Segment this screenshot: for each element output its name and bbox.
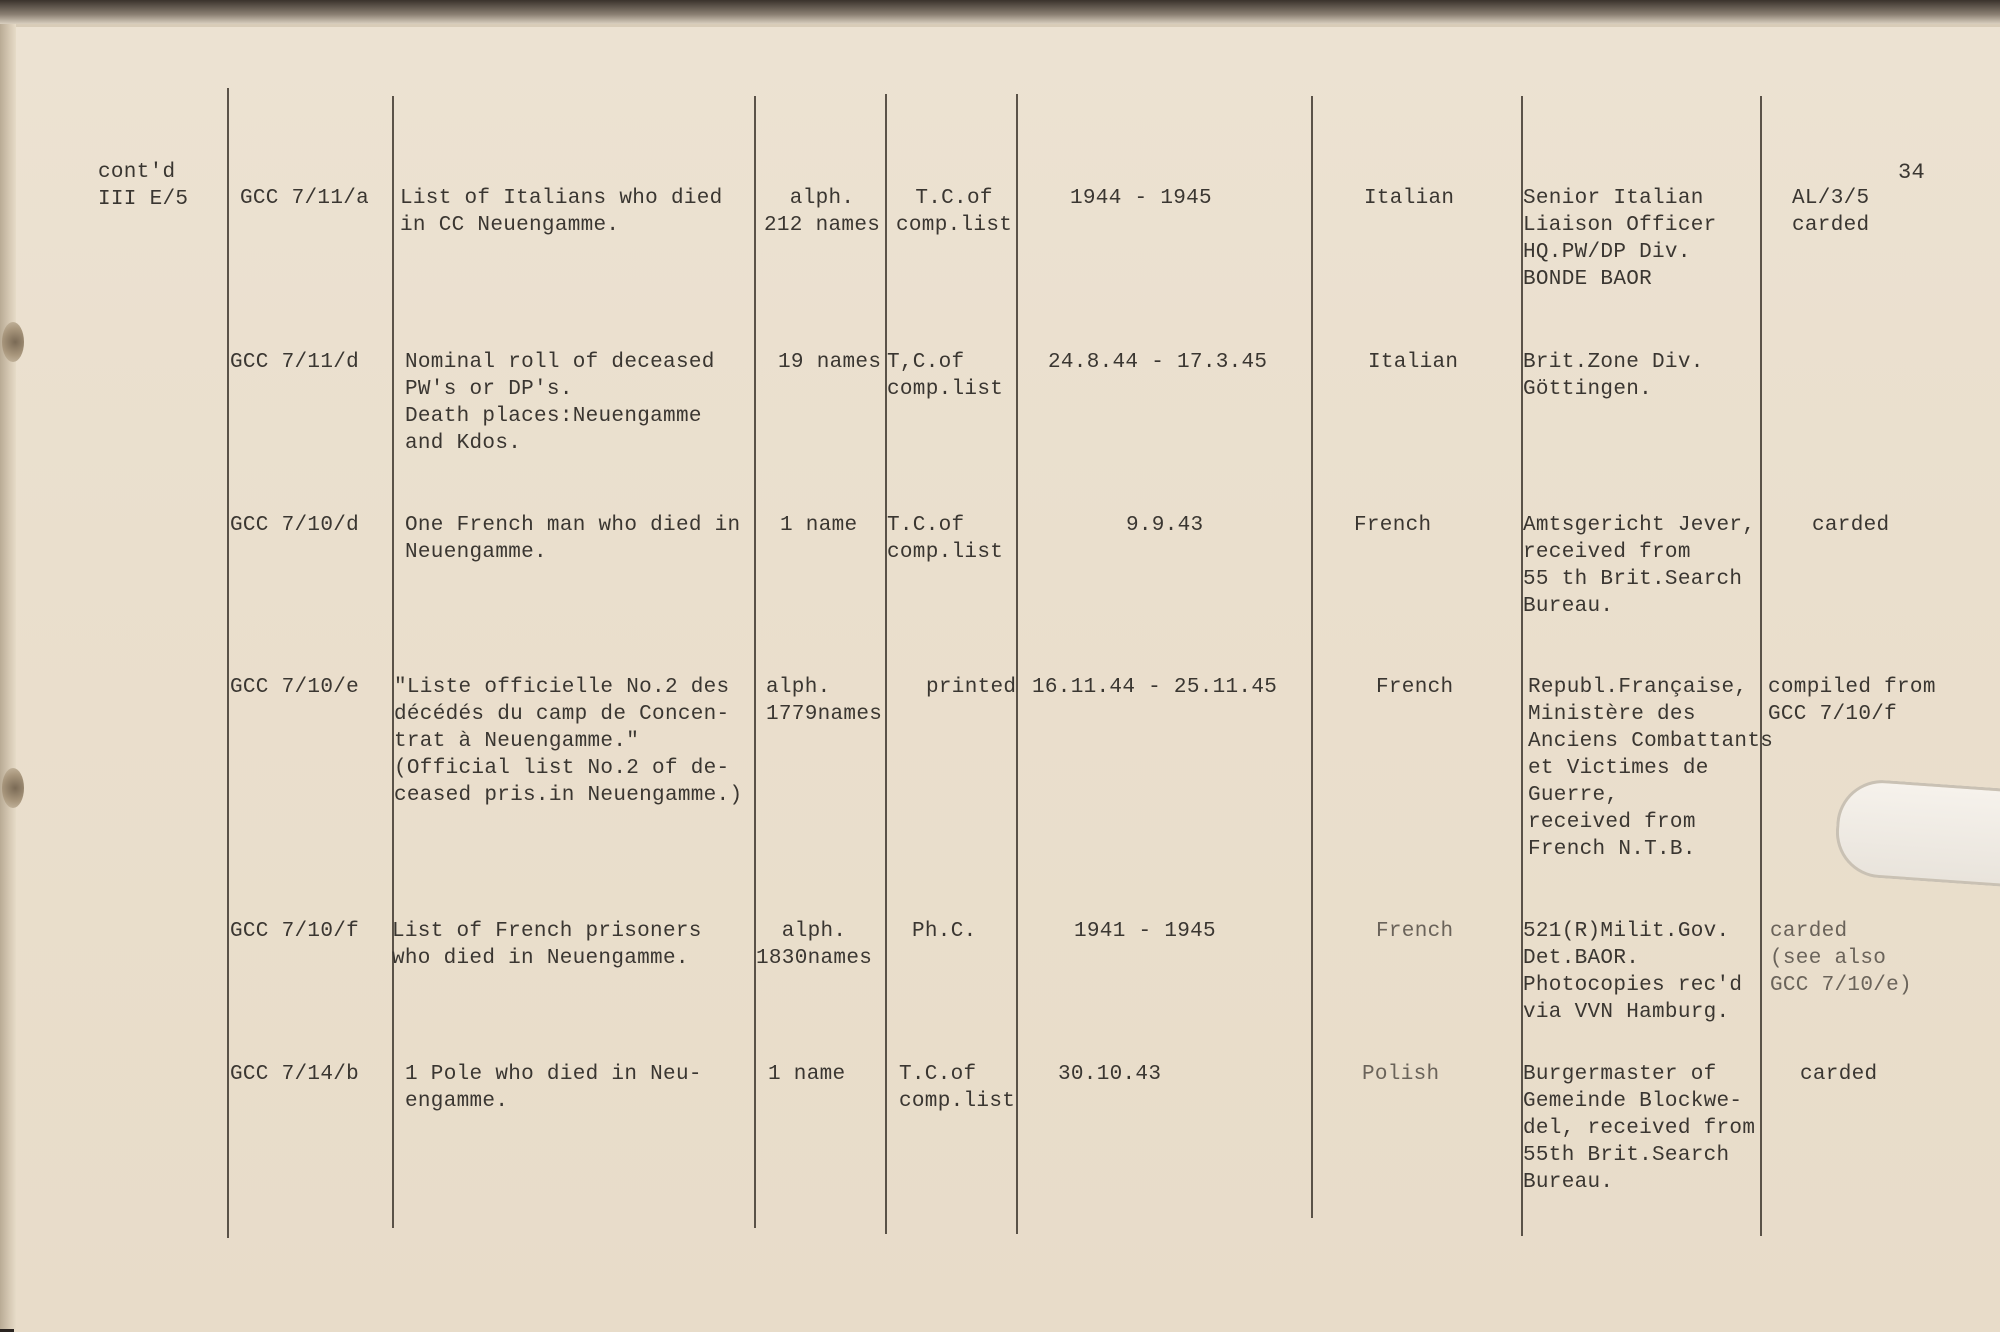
source: Brit.Zone Div. Göttingen. bbox=[1523, 351, 1704, 401]
nationality: Polish bbox=[1362, 1063, 1440, 1086]
section-label: III E/5 bbox=[98, 188, 189, 211]
source: Burgermaster of Gemeinde Blockwe- del, received from 55th Brit.Search Bureau. bbox=[1523, 1063, 1756, 1194]
list-type: T.C.of comp.list bbox=[896, 187, 1013, 237]
column-rule bbox=[885, 94, 887, 1234]
names-count: 19 names bbox=[778, 351, 882, 374]
source: Amtsgericht Jever, received from 55 th Brit.Search Bureau. bbox=[1523, 514, 1756, 618]
names-count: alph. 212 names bbox=[764, 187, 881, 237]
description: List of French prisoners who died in Neuengamme. bbox=[392, 920, 702, 970]
ref-number: GCC 7/10/f bbox=[230, 920, 360, 943]
list-type: T,C.of comp.list bbox=[887, 351, 1004, 401]
remarks: compiled from GCC 7/10/f bbox=[1768, 676, 1936, 726]
binder-hole-top bbox=[2, 322, 24, 362]
nationality: Italian bbox=[1368, 351, 1459, 374]
remarks: AL/3/5 carded bbox=[1792, 187, 1870, 237]
ref-number: GCC 7/11/a bbox=[240, 187, 370, 210]
description: One French man who died in Neuengamme. bbox=[405, 514, 741, 564]
date-range: 24.8.44 - 17.3.45 bbox=[1048, 351, 1268, 374]
nationality: French bbox=[1376, 920, 1454, 943]
page-number: 34 bbox=[1898, 160, 1926, 185]
page-binding bbox=[0, 24, 16, 1329]
date-range: 16.11.44 - 25.11.45 bbox=[1032, 676, 1278, 699]
contd-label: cont'd bbox=[98, 161, 176, 184]
book-top-edge bbox=[0, 0, 2000, 24]
column-rule bbox=[1016, 94, 1018, 1234]
column-rule bbox=[392, 96, 394, 1228]
description: 1 Pole who died in Neu- engamme. bbox=[405, 1063, 702, 1113]
ref-number: GCC 7/14/b bbox=[230, 1063, 360, 1086]
nationality: French bbox=[1376, 676, 1454, 699]
nationality: Italian bbox=[1364, 187, 1455, 210]
list-type: T.C.of comp.list bbox=[887, 514, 1004, 564]
nationality: French bbox=[1354, 514, 1432, 537]
description: Nominal roll of deceased PW's or DP's. Death places:Neuengamme and Kdos. bbox=[405, 351, 715, 455]
names-count: 1 name bbox=[768, 1063, 846, 1086]
names-count: alph. 1779names bbox=[766, 676, 883, 726]
source: Republ.Française, Ministère des Anciens Combattants et Victimes de Guerre, received from French N.T.B. bbox=[1528, 676, 1774, 861]
ref-number: GCC 7/11/d bbox=[230, 351, 360, 374]
date-range: 1944 - 1945 bbox=[1070, 187, 1212, 210]
date-range: 30.10.43 bbox=[1058, 1063, 1162, 1086]
list-type: Ph.C. bbox=[912, 920, 977, 943]
source: 521(R)Milit.Gov. Det.BAOR. Photocopies rec'd via VVN Hamburg. bbox=[1523, 920, 1743, 1024]
column-rule bbox=[1311, 96, 1313, 1218]
names-count: 1 name bbox=[780, 514, 858, 537]
column-rule bbox=[1760, 96, 1762, 1236]
names-count: alph. 1830names bbox=[756, 920, 873, 970]
remarks: carded bbox=[1800, 1063, 1878, 1086]
date-range: 1941 - 1945 bbox=[1074, 920, 1216, 943]
column-rule bbox=[754, 96, 756, 1228]
description: List of Italians who died in CC Neuengamme. bbox=[400, 187, 723, 237]
remarks: carded bbox=[1812, 514, 1890, 537]
ref-number: GCC 7/10/d bbox=[230, 514, 360, 537]
source: Senior Italian Liaison Officer HQ.PW/DP Div. BONDE BAOR bbox=[1523, 187, 1717, 291]
remarks: carded (see also GCC 7/10/e) bbox=[1770, 920, 1912, 997]
ref-number: GCC 7/10/e bbox=[230, 676, 360, 699]
date-range: 9.9.43 bbox=[1126, 514, 1204, 537]
description: "Liste officielle No.2 des décédés du camp de Concen- trat à Neuengamme." (Official list No.2 of de- ceased pris.in Neuengamme.) bbox=[394, 676, 743, 807]
binder-hole-bottom bbox=[2, 768, 24, 808]
list-type: printed bbox=[926, 676, 1017, 699]
list-type: T.C.of comp.list bbox=[899, 1063, 1016, 1113]
column-rule bbox=[227, 88, 229, 1238]
